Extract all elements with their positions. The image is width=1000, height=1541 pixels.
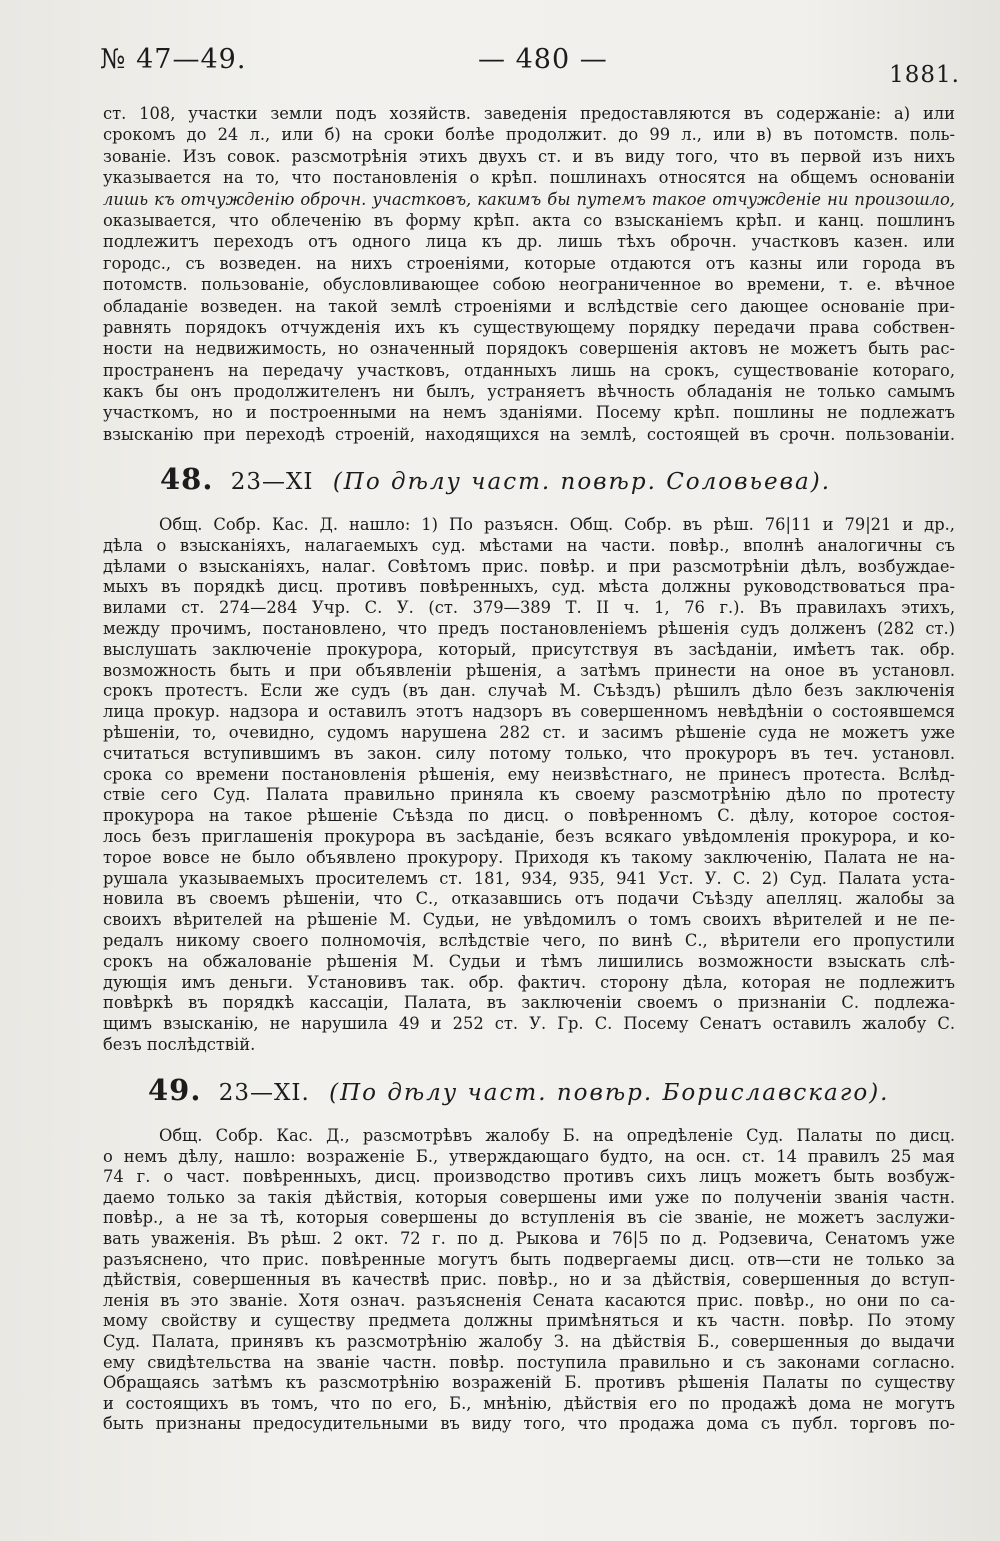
text-line: пространенъ на передачу участковъ, отданныхъ лишь на срокъ, существованіе котораго, <box>103 360 955 380</box>
text-line: разъяснено, что прис. повѣренные могутъ быть подвергаемы дисц. отв—сти не только за <box>103 1249 955 1269</box>
text-line: срока со времени постановленія рѣшенія, ему неизвѣстнаго, не принесъ протеста. Вслѣд- <box>103 764 955 784</box>
text-line: между прочимъ, постановлено, что предъ постановленіемъ рѣшенія судъ долженъ (282 ст.) <box>103 618 955 638</box>
text-line: ст. 108, участки земли подъ хозяйств. заведенія предоставляются въ содержаніе: а) или <box>103 104 955 123</box>
section-47-text <box>103 103 955 445</box>
text-line: Общ. Собр. Кас. Д., разсмотрѣвъ жалобу Б. на опредѣленіе Суд. Палаты по дисц. <box>159 1126 955 1145</box>
text-line: безъ послѣдствій. <box>103 1034 256 1054</box>
text-line: повѣр., а не за тѣ, которыя совершены до вступленія въ сіе званіе, не можетъ заслужи- <box>103 1208 955 1228</box>
section-date: 23—XI <box>230 469 314 495</box>
text-line: Общ. Собр. Кас. Д. нашло: 1) По разъясн. Общ. Собр. въ рѣш. 76|11 и 79|21 и др., <box>159 515 955 534</box>
section-49-heading <box>148 1073 948 1107</box>
section-48-heading <box>160 462 960 496</box>
text-line: срокъ на обжалованіе рѣшенія М. Судьи и тѣмъ лишились возможности взыскать слѣ- <box>103 951 955 971</box>
text-line: редалъ никому своего полномочія, вслѣдствіе чего, по винѣ С., вѣрители его пропустили <box>103 930 955 950</box>
text-line: своихъ вѣрителей на рѣшеніе М. Судьи, не увѣдомилъ о томъ своихъ вѣрителей и не пе- <box>103 910 955 930</box>
text-line: новила въ своемъ рѣшеніи, что С., отказавшись отъ подачи Съѣзду апелляц. жалобы за <box>103 889 955 909</box>
text-line: лица прокур. надзора и оставилъ этотъ надзоръ въ совершенномъ невѣдѣніи о состоявшемся <box>103 702 955 722</box>
text-line: даемо только за такія дѣйствія, которыя совершены ими уже по полученіи званія частн. <box>103 1187 955 1207</box>
text-line: ствіе сего Суд. Палата правильно приняла къ своему разсмотрѣнію дѣло по протесту <box>103 785 955 805</box>
text-line: 74 г. о част. повѣренныхъ, дисц. производство противъ сихъ лицъ можетъ быть возбуж- <box>103 1167 955 1187</box>
text-line: мому свойству и существу предмета должны примѣняться и къ частн. повѣр. По этому <box>103 1311 955 1331</box>
text-line: возможность быть и при объявленіи рѣшенія, а затѣмъ принести на оное въ установл. <box>103 660 955 680</box>
text-line: участкомъ, но и построенными на немъ зданіями. Посему крѣп. пошлины не подлежатъ <box>103 403 955 423</box>
text-line: оказывается, что облеченію въ форму крѣп. акта со взысканіемъ крѣп. и канц. пошлинъ <box>103 210 955 230</box>
section-case-title: (По дѣлу част. повѣр. Соловьева). <box>332 469 832 495</box>
text-line: городс., съ возведен. на нихъ строеніями, которые отдаются отъ казны или города въ <box>103 253 955 273</box>
text-line: о немъ дѣлу, нашло: возраженіе Б., утверждающаго будто, на осн. ст. 14 правилъ 25 мая <box>103 1146 955 1166</box>
text-line: и состоящихъ въ томъ, что по его, Б., мнѣнію, дѣйствія его по продажѣ дома не могутъ <box>103 1393 955 1413</box>
text-line: указывается на то, что постановленія о крѣп. пошлинахъ относятся на общемъ основаніи <box>103 168 955 188</box>
text-line: быть признаны предосудительными въ виду того, что продажа дома съ публ. торговъ по- <box>103 1414 955 1434</box>
text-line: вилами ст. 274—284 Учр. С. У. (ст. 379—389 Т. II ч. 1, 76 г.). Въ правилахъ этихъ, <box>103 598 955 618</box>
section-number: 49. <box>148 1073 202 1107</box>
text-line: дѣлами о взысканіяхъ, налаг. Совѣтомъ прис. повѣр. и при разсмотрѣніи дѣлъ, возбуждае- <box>103 556 955 576</box>
section-case-title: (По дѣлу част. повѣр. Бориславскаго). <box>329 1080 890 1106</box>
text-line: ему свидѣтельства на званіе частн. повѣр. поступила правильно и съ законами согласно. <box>103 1352 955 1372</box>
text-line: взысканію при переходѣ строеній, находящихся на землѣ, состоящей въ срочн. пользованіи. <box>103 424 955 444</box>
text-line: лишь къ отчужденію оброчн. участковъ, какимъ бы путемъ такое отчужденіе ни произошло, <box>103 189 955 209</box>
text-line: ности на недвижимость, но означенный порядокъ совершенія актовъ не можетъ быть рас- <box>103 339 955 359</box>
page-header <box>100 40 960 90</box>
text-line: какъ бы онъ продолжителенъ ни былъ, устраняетъ вѣчность обладанія не только самымъ <box>103 382 955 402</box>
text-line: подлежитъ переходъ отъ одного лица къ др. лишь тѣхъ оброчн. участковъ казен. или <box>103 232 955 252</box>
text-line: срокъ протестъ. Если же судъ (въ дан. случаѣ М. Съѣздъ) рѣшилъ дѣло безъ заключенія <box>103 681 955 701</box>
text-line: прокурора на такое рѣшеніе Съѣзда по дисц. о повѣренномъ С. дѣлу, которое состоя- <box>103 806 955 826</box>
text-line: ленія въ это званіе. Хотя означ. разъясненія Сената касаются прис. повѣр., но они по са- <box>103 1290 955 1310</box>
year: 1881. <box>889 62 960 88</box>
text-line: дѣла о взысканіяхъ, налагаемыхъ суд. мѣстами на части. повѣр., вполнѣ аналогичны съ <box>103 535 955 555</box>
text-line: дѣйствія, совершенныя въ качествѣ прис. повѣр., но и за дѣйствія, совершенныя до вступ- <box>103 1270 955 1290</box>
text-line: потомств. пользованіе, обусловливающее собою неограниченное во времени, т. е. вѣчное <box>103 275 955 295</box>
text-line: срокомъ до 24 л., или б) на сроки болѣе продолжит. до 99 л., или в) въ потомств. поль- <box>103 125 955 145</box>
section-number: 48. <box>160 462 214 496</box>
text-line: Обращаясь затѣмъ къ разсмотрѣнію возраженій Б. противъ рѣшенія Палаты по существу <box>103 1373 955 1393</box>
text-line: рушала указываемыхъ просителемъ ст. 181, 934, 935, 941 Уст. У. С. 2) Суд. Палата уста- <box>103 868 955 888</box>
section-49-text <box>103 1126 955 1435</box>
section-48-text <box>103 515 955 1056</box>
text-line: Суд. Палата, принявъ къ разсмотрѣнію жалобу З. на дѣйствія Б., совершенныя до выдачи <box>103 1331 955 1351</box>
text-line: торое вовсе не было объявлено прокурору. Приходя къ такому заключенію, Палата не на- <box>103 847 955 867</box>
text-line: повѣркѣ въ порядкѣ кассаціи, Палата, въ заключеніи своемъ о признаніи С. подлежа- <box>103 993 955 1013</box>
text-line: зованіе. Изъ совок. разсмотрѣнія этихъ двухъ ст. и въ виду того, что въ первой изъ нихъ <box>103 146 955 166</box>
text-line: вать уваженія. Въ рѣш. 2 окт. 72 г. по д. Рыкова и 76|5 по д. Родзевича, Сенатомъ уже <box>103 1228 955 1248</box>
text-line: обладаніе возведен. на такой землѣ строеніями и вслѣдствіе сего дающее основаніе при- <box>103 296 955 316</box>
text-line: дующія имъ деньги. Установивъ так. обр. фактич. сторону дѣла, которая не подлежитъ <box>103 972 955 992</box>
section-date: 23—XI. <box>218 1080 310 1106</box>
text-line: равнять порядокъ отчужденія ихъ къ существующему порядку передачи права собствен- <box>103 317 955 337</box>
decision-number-range: № 47—49. <box>100 44 247 75</box>
text-line: лось безъ приглашенія прокурора въ засѣданіе, безъ всякаго увѣдомленія прокурора, и ко- <box>103 826 955 846</box>
text-line: считаться вступившимъ въ закон. силу потому только, что прокуроръ въ теч. установл. <box>103 743 955 763</box>
text-line: рѣшеніи, то, очевидно, судомъ нарушена 282 ст. и засимъ рѣшеніе суда не можетъ уже <box>103 722 955 742</box>
text-line: щимъ взысканію, не нарушила 49 и 252 ст. У. Гр. С. Посему Сенатъ оставилъ жалобу С. <box>103 1014 955 1034</box>
page-number: — 480 — <box>478 44 608 75</box>
text-line: выслушать заключеніе прокурора, который, присутствуя въ засѣданіи, имѣетъ так. обр. <box>103 639 955 659</box>
text-line: мыхъ въ порядкѣ дисц. противъ повѣренныхъ, суд. мѣста должны руководствоваться пра- <box>103 577 955 597</box>
